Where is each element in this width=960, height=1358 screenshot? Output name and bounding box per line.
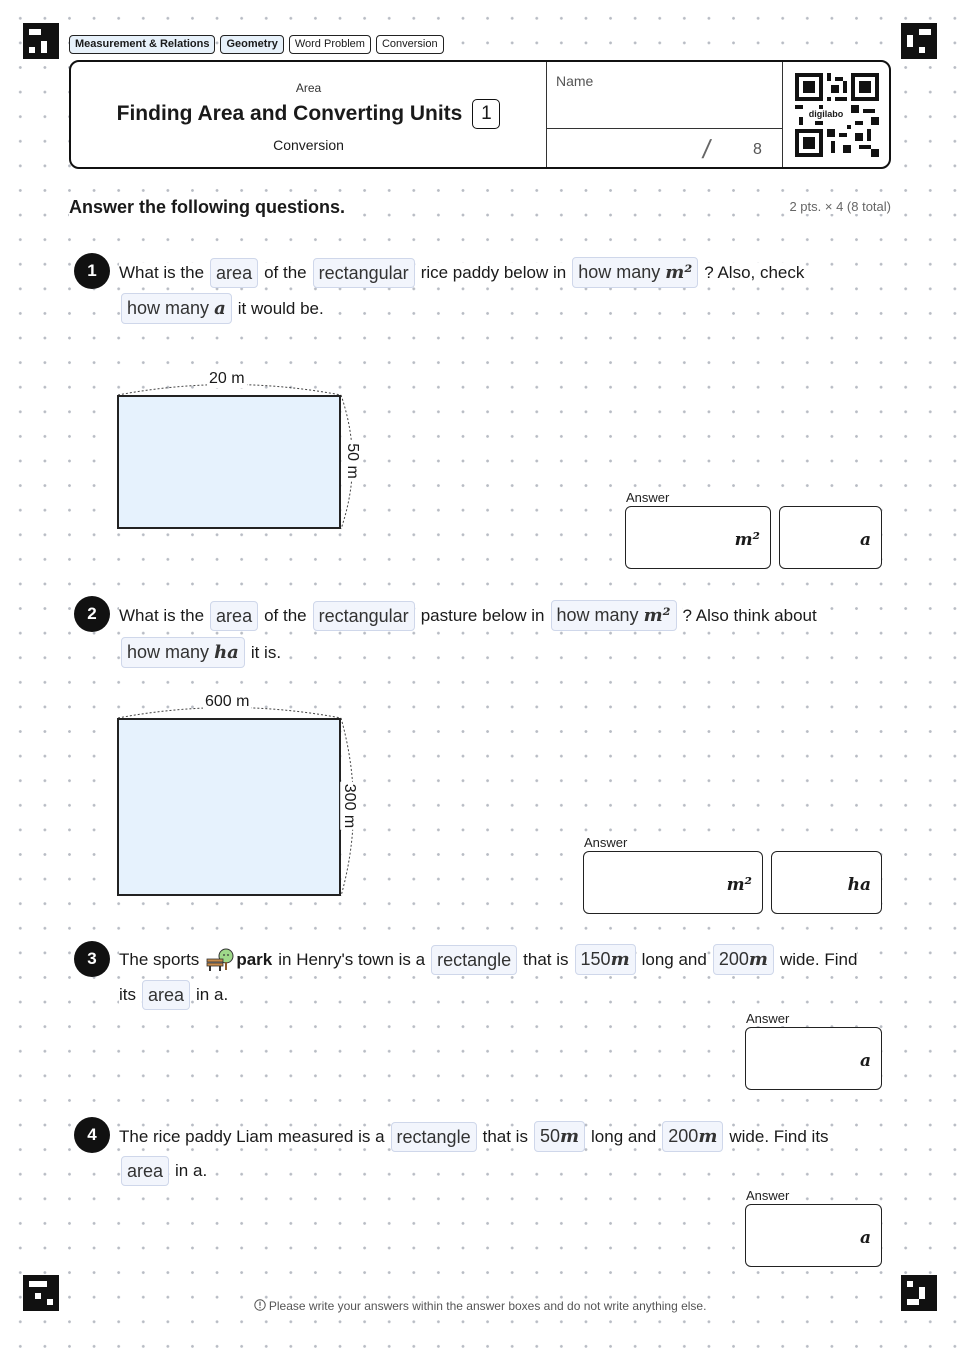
score-slash: / [700,134,713,164]
q1-answer-unit-m2: m² [734,530,760,550]
q2-answer-unit-m2: m² [726,875,752,895]
q1-rice-paddy-rectangle [117,395,341,529]
footer-note [0,1299,960,1313]
q4-width-unit: m [698,1126,718,1147]
q3-text: The sports [119,949,200,969]
q1-answer-unit-a: a [859,530,871,550]
q2-text: What is the [119,605,205,625]
footer-text: Please write your answers within the answer boxes and do not write anything else. [268,1299,707,1313]
q2-highlight-area: area [210,601,258,631]
q1-unit-symbol: m² [665,262,693,283]
question-1-line-1 [119,257,804,288]
corner-marker-top-right [901,23,937,59]
instructions: Answer the following questions. [69,197,346,217]
q2-answer-box-ha[interactable] [771,851,882,914]
q3-width-unit: m [748,949,768,970]
q2-answer-unit-ha: ha [847,875,871,895]
points-info: 2 pts. × 4 (8 total) [789,199,891,214]
q2-height-label: 300 m [341,783,359,829]
tag-word-problem: Word Problem [289,35,371,54]
question-1-line-2 [121,293,324,324]
q1-text: it would be. [237,298,324,318]
q4-answer-box-a[interactable] [745,1204,882,1267]
q1-height-label: 50 m [343,443,361,479]
q2-unit-symbol: m² [643,605,671,626]
q3-text: its [119,985,136,1004]
q3-park-group [205,947,272,973]
q1-answer-box-m2[interactable] [625,506,771,569]
q1-text: ? Also, check [704,262,805,282]
question-number-1: 1 [74,253,110,289]
q2-text: it is. [250,642,282,662]
footer-note-inner [254,1299,707,1313]
q2-highlight-shape: rectangular [313,601,415,631]
q3-text: in a. [196,985,229,1004]
page-subtitle: Conversion [273,137,344,153]
q4-answer-label: Answer [746,1188,790,1203]
info-circle-icon [254,1299,266,1311]
name-label: Name [556,73,594,89]
q1-highlight-shape: rectangular [313,258,415,288]
q3-highlight-area: area [142,980,190,1010]
q4-highlight-area: area [121,1156,169,1186]
tag-geometry: Geometry [220,35,283,54]
title-cell [71,62,546,167]
q3-length-unit: m [610,949,630,970]
q3-length-value: 150 [580,949,611,969]
page-title: Finding Area and Converting Units [116,102,463,125]
q2-highlight-unit [551,600,677,631]
tag-list [69,35,444,54]
question-number-4: 4 [74,1117,110,1153]
q4-highlight-shape: rectangle [391,1122,477,1152]
corner-marker-top-left [23,23,59,59]
tag-conversion: Conversion [376,35,444,54]
q3-text: long and [641,949,707,969]
q4-text: in a. [175,1161,208,1180]
q4-length-unit: m [559,1126,580,1147]
q4-text: The rice paddy Liam measured is a [119,1126,385,1146]
q1-highlight-unit [572,257,698,288]
q4-highlight-length [534,1121,585,1152]
q2-answer-box-m2[interactable] [583,851,763,914]
q2-pasture-rectangle [117,718,341,896]
q2-text: of the [264,605,307,625]
q3-highlight-length [575,944,636,975]
q3-answer-label: Answer [746,1011,790,1026]
tag-measurement: Measurement & Relations [69,35,215,54]
title-row [71,99,546,129]
question-4-line-1 [119,1121,829,1152]
q4-text: that is [482,1126,528,1146]
q2-highlight-unit-ha [121,637,245,668]
q4-text: wide. Find its [729,1126,829,1146]
q2-text: ? Also think about [682,605,817,625]
question-3-line-2 [119,980,228,1010]
q1-highlight-area: area [210,258,258,288]
q1-width-label: 20 m [209,370,245,387]
q3-answer-box-a[interactable] [745,1027,882,1090]
qr-brand-label: digilabo [806,109,846,119]
q3-highlight-width [713,944,774,975]
q2-answer-label: Answer [584,835,628,850]
q3-text: in Henry's town is a [278,949,426,969]
q1-unit-prefix: how many [578,262,661,282]
subject-label: Area [295,81,322,95]
question-number-3: 3 [74,941,110,977]
q1-answer-label: Answer [626,490,670,505]
q2-width-label: 600 m [205,693,250,710]
question-3-line-1 [119,944,857,975]
q1-highlight-unit-a [121,293,232,324]
q4-length-value: 50 [539,1126,560,1146]
question-2-line-2 [121,637,281,668]
q3-width-value: 200 [718,949,749,969]
q1-text: rice paddy below in [420,262,567,282]
q2-unit-ha-prefix: how many [127,642,210,662]
question-number-2: 2 [74,596,110,632]
q4-highlight-width [662,1121,723,1152]
q1-text: What is the [119,262,205,282]
q3-text: that is [523,949,569,969]
q3-answer-unit-a: a [859,1051,871,1071]
question-2-line-1 [119,600,817,631]
qr-cell [782,62,891,167]
name-divider [547,128,782,129]
q2-text: pasture below in [420,605,545,625]
q1-text: of the [264,262,307,282]
question-4-line-2 [121,1156,207,1186]
unit-number-badge: 1 [472,99,500,129]
q1-unit-a-prefix: how many [127,298,210,318]
q3-text: wide. Find [779,949,858,969]
score-total: 8 [753,141,762,158]
q3-park-word: park [236,949,273,969]
q4-width-value: 200 [668,1126,699,1146]
q3-highlight-shape: rectangle [431,945,517,975]
name-cell[interactable] [546,62,782,167]
q4-answer-unit-a: a [859,1228,871,1248]
park-bench-tree-icon [205,947,235,973]
q4-text: long and [591,1126,657,1146]
q1-unit-a-symbol: a [214,298,226,319]
worksheet-header [69,60,891,169]
q1-answer-box-a[interactable] [779,506,882,569]
q2-unit-ha-symbol: ha [214,642,239,663]
q2-unit-prefix: how many [556,605,639,625]
